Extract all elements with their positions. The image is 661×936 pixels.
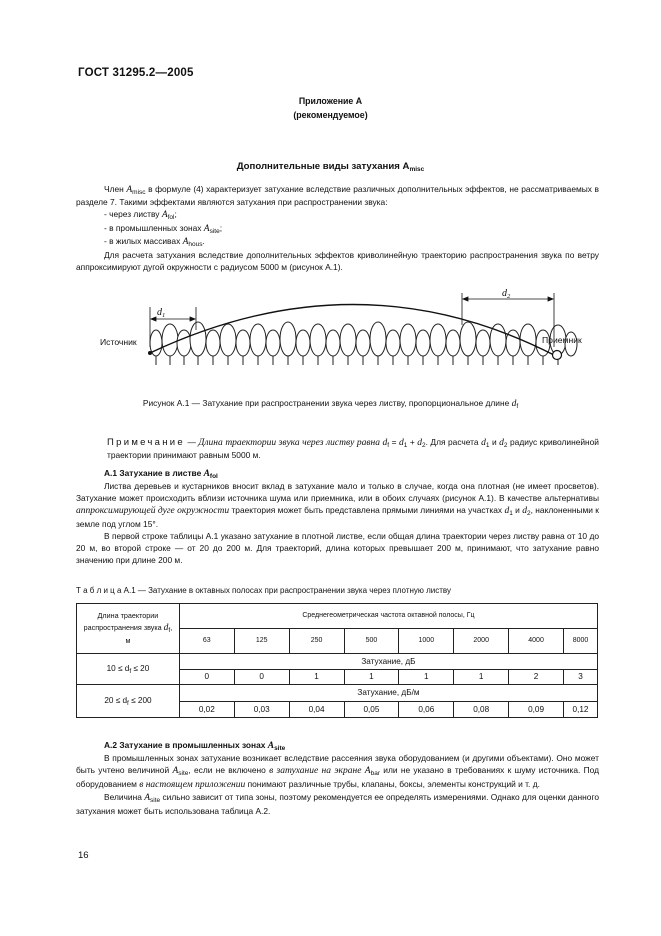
- note-paragraph: Примечание — Длина траектории звука через листву равна $d_f = d_1 + d_2$. Для расчета $d_1$ и $d_2$ радиус криволинейной траектории принимают равным 5000 м.: [107, 437, 599, 461]
- intro-paragraph-1: Член $A_{misc}$ в формуле (4) характеризует затухание вследствие различных дополнительных эффектов, не рассматриваемых в разделе 7. Такими эффектами являются затухания при распространении звука:: [76, 184, 599, 208]
- table-cell: 1: [399, 670, 454, 685]
- page-number: 16: [78, 850, 89, 861]
- d1-label: $d_1$: [157, 307, 166, 319]
- section-a1: [76, 468, 599, 567]
- annex-note: (рекомендуемое): [293, 110, 368, 120]
- a1-paragraph-2: В первой строке таблицы А.1 указано затухание в плотной листве, если общая длина траектории через листву равна от 10 до 20 м, во второй строке — от 20 до 200 м. Для траекторий, длина которых превышает 200 м, принимают, что затухание равно значению при длине 200 м.: [76, 530, 599, 565]
- table-cell: 0,12: [564, 702, 598, 718]
- table-header-length: Длина траектории распространения звука $d_f$, м: [77, 604, 180, 654]
- table-cell: 0,06: [399, 702, 454, 718]
- table-cell: 1: [344, 670, 399, 685]
- trees-left: [150, 322, 577, 365]
- a2-heading: А.2 Затухание в промышленных зонах $A_{site}$: [104, 740, 286, 752]
- table-cell: 0,03: [234, 702, 289, 718]
- table-cell: 1: [454, 670, 509, 685]
- annex-title: Приложение А: [298, 96, 363, 106]
- a1-paragraph-1: Листва деревьев и кустарников вносит вклад в затухание мало и только в случае, когда она плотная (не имеет просветов). Затухание может происходить вблизи источника шума или приемника, или в обоих случаях (рисунок А.1). В качестве альтернативы аппроксимирующей дуге окружности траектория может быть представлена прямыми линиями на участках $d_1$ и $d_2$, наклоненными к земле под углом 15°.: [76, 481, 599, 529]
- table-row-range: $20 \le d_f \le 200$: [77, 685, 180, 718]
- freq-cell: 8000: [564, 629, 598, 654]
- table-cell: 3: [564, 670, 598, 685]
- table-cell: 0,09: [509, 702, 564, 718]
- receiver-label: Приемник: [542, 335, 582, 345]
- list-item: - через листву $A_{fol}$;: [104, 209, 177, 222]
- table-cell: 0,05: [344, 702, 399, 718]
- section-title: Дополнительные виды затухания $A_{misc}$: [236, 161, 425, 173]
- a2-paragraph-2: Величина $A_{site}$ сильно зависит от типа зоны, поэтому рекомендуется ее определять измерениями. Однако для оценки данного затухания может быть использована таблица А.2.: [76, 792, 599, 816]
- table-header-frequency: Среднегеометрическая частота октавной полосы, Гц: [179, 604, 597, 629]
- table-row-unit: Затухание, дБ/м: [179, 685, 597, 702]
- freq-cell: 4000: [509, 629, 564, 654]
- freq-cell: 63: [179, 629, 234, 654]
- list-item: - в промышленных зонах $A_{site}$;: [104, 222, 223, 235]
- table-a1: [76, 603, 598, 718]
- table-cell: 0,02: [179, 702, 234, 718]
- section-a2: [76, 740, 599, 818]
- intro-paragraph-2: Для расчета затухания вследствие дополнительных эффектов криволинейную траекторию распространения звука по ветру аппроксимируют дугой окружности с радиусом 5000 м (рисунок А.1).: [76, 249, 599, 272]
- table-row-unit: Затухание, дБ: [179, 654, 597, 670]
- freq-cell: 1000: [399, 629, 454, 654]
- figure-a1: [96, 285, 582, 384]
- table-cell: 0,08: [454, 702, 509, 718]
- source-point: [148, 351, 152, 355]
- foliage-diagram: [96, 285, 582, 380]
- list-item: - в жилых массивах $A_{hous}$.: [104, 236, 205, 249]
- source-label: Источник: [100, 337, 137, 347]
- table-cell: 1: [289, 670, 344, 685]
- receiver-point: [553, 351, 562, 360]
- figure-caption: Рисунок А.1 — Затухание при распространении звука через листву, пропорциональное длине $d_f$: [142, 398, 519, 410]
- freq-cell: 125: [234, 629, 289, 654]
- freq-cell: 250: [289, 629, 344, 654]
- table-row-range: $10 \le d_f \le 20$: [77, 654, 180, 685]
- document-header: ГОСТ 31295.2—2005: [78, 67, 194, 79]
- table-cell: 0: [234, 670, 289, 685]
- table-caption: Т а б л и ц а А.1 — Затухание в октавных полосах при распространении звука через плотную листву: [76, 586, 452, 595]
- freq-cell: 2000: [454, 629, 509, 654]
- table-cell: 0,04: [289, 702, 344, 718]
- a1-heading: А.1 Затухание в листве $A_{fol}$: [104, 468, 218, 480]
- freq-cell: 500: [344, 629, 399, 654]
- a2-paragraph-1: В промышленных зонах затухание возникает вследствие рассеяния звука оборудованием (и другими объектами). Оно может быть учтено величиной $A_{site}$, если не включено в затухание на экране $A_{bar}$ или не указано в требованиях к шуму источника. Под оборудованием в настоящем приложении понимают различные трубы, клапаны, боксы, элементы конструкций и т. д.: [76, 753, 600, 790]
- note-block: [107, 436, 599, 462]
- intro-block: [76, 184, 599, 274]
- table-cell: 2: [509, 670, 564, 685]
- d2-label: $d_2$: [502, 288, 511, 300]
- table-cell: 0: [179, 670, 234, 685]
